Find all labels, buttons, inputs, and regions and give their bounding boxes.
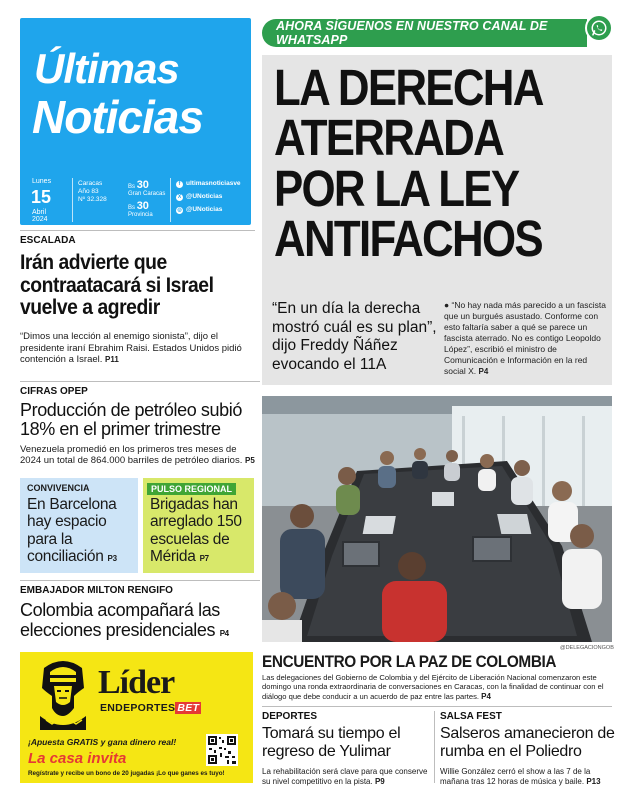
ad-subbrand-bet: BET (177, 702, 200, 714)
divider (20, 230, 255, 231)
lead-story[interactable] (262, 55, 612, 385)
box-headline-text: Brigadas han arreglado 150 escuelas de Mérida (150, 496, 242, 566)
lead-headline-line: POR LA LEY (274, 159, 519, 217)
date-day-name: Lunes (32, 178, 52, 185)
lead-quote: “En un día la derecha mostró cuál es su plan”, dijo Freddy Ñáñez evocando el 11A (272, 300, 437, 373)
social-instagram[interactable] (176, 207, 222, 214)
page-ref: P4 (478, 367, 489, 377)
edition-info (78, 180, 107, 204)
logo-noticias: Noticias (32, 91, 203, 143)
aztec-warrior-icon (34, 658, 92, 730)
logo-ultimas: Últimas (34, 45, 179, 92)
story-kicker: ESCALADA (20, 235, 76, 246)
whatsapp-icon[interactable] (585, 14, 613, 42)
lead-headline-line: LA DERECHA (274, 59, 543, 116)
price-caracas-currency: Bs (128, 184, 136, 190)
date-month-year (32, 209, 48, 224)
story-headline[interactable]: Irán advierte que contraatacará si Israel vuelve a agredir (20, 251, 214, 320)
ad-slogan: La casa invita (28, 750, 127, 767)
page-ref: P4 (481, 691, 491, 701)
whatsapp-banner[interactable] (262, 19, 587, 47)
story-kicker: EMBAJADOR MILTON RENGIFO (20, 585, 173, 596)
ad-tagline: ¡Apuesta GRATIS y gana dinero real! (28, 737, 177, 747)
price-caracas-value: 30 (136, 179, 149, 191)
divider (20, 381, 260, 382)
story-headline[interactable]: Tomará su tiempo el regreso de Yulimar (262, 725, 401, 760)
meeting-illustration (262, 396, 612, 642)
story-headline[interactable]: ENCUENTRO POR LA PAZ DE COLOMBIA (262, 653, 557, 671)
ad-offer: Regístrate y recibe un bono de 20 jugadas ¡Lo que ganes es tuyo! (28, 770, 225, 777)
qr-code-icon[interactable] (206, 734, 238, 766)
page-ref: P4 (219, 629, 229, 639)
story-kicker: DEPORTES (262, 711, 318, 722)
price-caracas-label: Gran Caracas (128, 191, 166, 197)
story-headline[interactable] (20, 600, 260, 641)
column-divider (434, 711, 435, 783)
edition-number: Nº 32.328 (78, 196, 107, 204)
box-pulso-regional[interactable] (143, 478, 254, 573)
date-year: 2024 (32, 216, 48, 224)
price-provincia-value: 30 (136, 200, 149, 212)
story-summary-text: Willie González cerró el show a las 7 de la mañana tras 12 horas de música y baile. (440, 767, 591, 786)
box-convivencia[interactable] (20, 478, 138, 573)
price-provincia-label: Provincia (128, 212, 153, 218)
edition-year: Año 83 (78, 188, 99, 196)
meeting-photo (262, 396, 612, 642)
lead-headline-line: ATERRADA (274, 109, 504, 167)
lead-headline-line: ANTIFACHOS (274, 210, 542, 268)
box-headline-text: En Barcelona hay espacio para la conciliación (27, 496, 117, 566)
story-summary-text: Las delegaciones del Gobierno de Colombia y del Ejército de Liberación Nacional comenzaron este domingo una ronda extraordinaria de conversaciones en Caracas, con la finalidad de continuar con el diálogo que debe conducir a un acuerdo de paz entre las partes. (262, 673, 604, 701)
x-icon: X (177, 194, 182, 200)
social-facebook[interactable] (176, 181, 241, 188)
page-ref: P11 (105, 355, 119, 365)
story-summary-text: Venezuela promedió en los primeros tres meses de 2024 un total de 864.000 barriles de petróleo diarios. (20, 444, 243, 467)
page-ref: P13 (586, 776, 601, 786)
story-kicker: CIFRAS OPEP (20, 386, 88, 397)
ad-brand-name: Líder (98, 664, 175, 701)
masthead (20, 18, 251, 225)
page-ref: P3 (107, 554, 117, 564)
ad-subbrand (100, 702, 201, 714)
instagram-icon: ◎ (177, 207, 182, 213)
price-provincia (128, 201, 153, 218)
photo-credit: @DELEGACIONGOB (560, 645, 614, 651)
page-ref: P9 (374, 776, 385, 786)
story-summary (20, 331, 255, 366)
lead-side-body: ● “No hay nada más parecido a un fascista que un burgués asustado. Conforme con esto faltaría saber a qué se parece un fascista aterrado. No es contigo Leopoldo López”, escribió el ministro de Comunicación e Información en la red social X. (444, 300, 606, 377)
whatsapp-banner-text: AHORA SÍGUENOS EN NUESTRO CANAL DE WHATSAPP (276, 19, 548, 47)
divider (20, 580, 260, 581)
story-kicker: SALSA FEST (440, 711, 502, 722)
edition-city: Caracas (78, 180, 103, 187)
social-instagram-handle: @UNoticias (186, 206, 223, 214)
story-summary-text: “Dimos una lección al enemigo sionista”, dijo el presidente iraní Ebrahim Raisi. Estados Unidos pidió contención a Israel. (20, 331, 242, 366)
lead-side-text (444, 300, 610, 378)
masthead-divider (72, 178, 73, 222)
price-caracas (128, 180, 165, 197)
story-summary (262, 673, 612, 701)
facebook-icon: f (176, 181, 183, 188)
story-summary (440, 767, 615, 787)
whatsapp-glyph (590, 19, 608, 37)
masthead-divider-2 (170, 178, 171, 222)
box-headline (27, 496, 133, 565)
social-x-handle: @UNoticias (186, 193, 223, 201)
social-facebook-handle: ultimasnoticiasve (186, 180, 241, 188)
story-summary (20, 444, 260, 467)
box-headline (150, 496, 254, 565)
date-day-number: 15 (31, 187, 52, 207)
ad-subbrand-prefix: ENDEPORTES (100, 702, 176, 714)
box-kicker: PULSO REGIONAL (147, 483, 236, 495)
page-ref: P7 (199, 554, 209, 564)
divider (262, 706, 612, 707)
date-month: Abril (32, 209, 47, 216)
story-summary (262, 767, 437, 787)
story-headline[interactable]: Salseros amanecieron de rumba en el Poliedro (440, 725, 615, 760)
lead-headline (274, 59, 601, 268)
story-summary-text: La rehabilitación será clave para que conserve su nivel competitivo en la pista. (262, 767, 428, 786)
social-x[interactable] (176, 194, 222, 201)
price-provincia-currency: Bs (128, 205, 136, 211)
story-headline[interactable]: Producción de petróleo subió 18% en el primer trimestre (20, 400, 242, 440)
page-ref: P5 (245, 456, 255, 466)
box-kicker: CONVIVENCIA (27, 483, 90, 493)
story-headline-text: Colombia acompañará las elecciones presidenciales (20, 600, 220, 641)
advertisement-lider[interactable] (20, 652, 253, 783)
